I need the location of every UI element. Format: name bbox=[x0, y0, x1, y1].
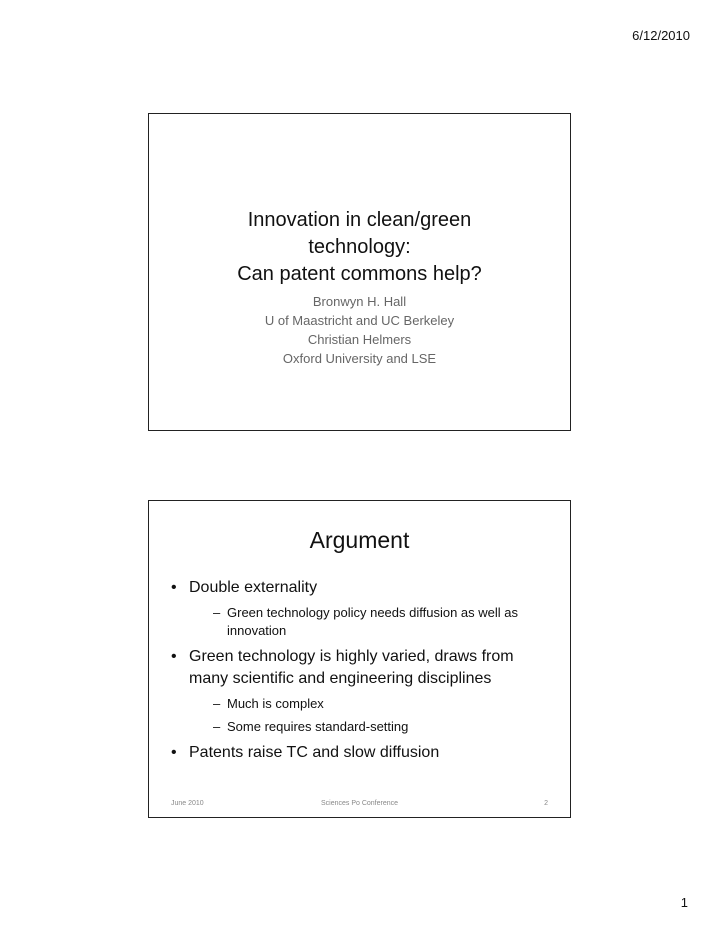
argument-slide bbox=[148, 500, 571, 818]
author-list bbox=[149, 292, 570, 368]
page-date: 6/12/2010 bbox=[632, 28, 690, 43]
footer-slide-number: 2 bbox=[544, 800, 548, 807]
bullet-item: • Patents raise TC and slow diffusion bbox=[171, 742, 552, 764]
page-number: 1 bbox=[680, 895, 688, 910]
sub-bullet-item: – Much is complex bbox=[171, 695, 552, 713]
title-block bbox=[149, 207, 570, 368]
bullet-item: • Green technology is highly varied, draws from many scientific and engineering disciplines bbox=[171, 646, 552, 690]
slide-heading: Argument bbox=[309, 527, 410, 553]
footer-conference: Sciences Po Conference bbox=[320, 800, 399, 807]
author-affiliation: U of Maastricht and UC Berkeley bbox=[264, 313, 455, 328]
title-slide bbox=[148, 113, 571, 431]
title-line: technology: bbox=[308, 236, 411, 258]
author-name: Bronwyn H. Hall bbox=[312, 294, 407, 309]
sub-bullet-item: – Green technology policy needs diffusion as well as innovation bbox=[171, 604, 552, 640]
title-line: Can patent commons help? bbox=[237, 263, 482, 285]
bullet-list bbox=[171, 577, 552, 764]
author-name: Christian Helmers bbox=[307, 332, 412, 347]
bullet-item: • Double externality bbox=[171, 577, 552, 599]
title-line: Innovation in clean/green bbox=[247, 209, 472, 231]
author-affiliation: Oxford University and LSE bbox=[282, 351, 437, 366]
footer-date: June 2010 bbox=[171, 800, 204, 807]
sub-bullet-item: – Some requires standard-setting bbox=[171, 718, 552, 736]
